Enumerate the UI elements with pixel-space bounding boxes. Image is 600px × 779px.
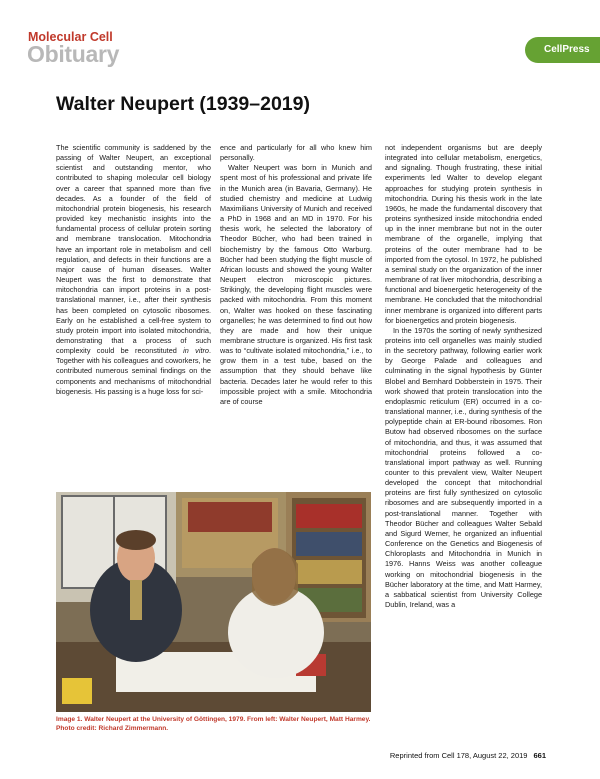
citation: Reprinted from Cell 178, August 22, 2019: [389, 751, 528, 760]
paragraph: not independent organisms but are deeply integrated into cellular metabolism, energetics, and signaling. Though frustrating, these initial experiments led Walter to develop elegant approaches for studying protein synthesis in mitochondria. During his thesis work in the late 1960s, he made the fundamental discovery that proteins synthesized inside mitochondria ended up in the inner membrane but not in the outer membrane of the organelle, implying that proteins of the outer membrane had to be imported from the cytosol. In 1972, he published a seminal study on the organization of the inner membrane of rat liver mitochondria, describing a functional and bioenergetic heterogeneity of the membrane. He concluded that the mitochondrial inner membrane is organized into different parts for bioenergetics and protein biogenesis.: [385, 143, 542, 325]
journal-name: Molecular Cell: [28, 30, 113, 44]
paragraph: The scientific community is saddened by the passing of Walter Neupert, an exceptional scientist and outstanding mentor, who contributed to shaping molecular cell biology over a career that spanned more than five decades. As a founder of the field of mitochondrial protein biogenesis, his research provided key mechanistic insights into the fundamental process of cellular protein sorting and membrane translocation. Mitochondria have an important role in metabolism and cell regulation, and defects in their functions are a major cause of human diseases. Walter Neupert was the first to demonstrate that mitochondria can import proteins in a post-translational manner, i.e., after their synthesis has been completed on cytosolic ribosomes. Early on he established a cell-free system to study protein import into isolated mitochondria, demonstrating that a process of such complexity could be reconstituted in vitro. Together with his colleagues and coworkers, he contributed numerous seminal findings on the components and mechanisms of mitochondrial biogenesis. His passing is a huge loss for sci-: [56, 143, 211, 396]
page-number: 661: [533, 751, 546, 760]
cellpress-logo: CellPress: [525, 37, 600, 63]
text-column-2: [220, 143, 372, 407]
paragraph: ence and particularly for all who knew him personally.: [220, 143, 372, 163]
emphasis: in vitro: [183, 346, 209, 356]
section-label: Obituary: [27, 41, 120, 67]
photo-caption: Image 1. Walter Neupert at the University of Göttingen, 1979. From left: Walter Neupert, Matt Harmey. Photo credit: Richard Zimmermann.: [56, 716, 371, 732]
text-column-1: [56, 143, 211, 397]
paragraph: Walter Neupert was born in Munich and spent most of his professional and private life in the Munich area (in Bavaria, Germany). He studied chemistry and medicine at Ludwig Maximilians University of Munich and received a PhD in 1968 and an MD in 1970. For his thesis work, he selected the laboratory of Theodor Bücher, who had been trained in biochemistry by the famous Otto Warburg. Bücher had been studying the flight muscle of African locusts and showed the young Walter Neupert electron microscopic pictures. Strikingly, the developing flight muscles were packed with mitochondria. From this moment on, Walter was hooked on these fascinating organelles; he was determined to find out how they are made and how their unique membrane structure is organized. His first task was to “cultivate isolated mitochondria,” i.e., to grow them in a test tube, based on the assumption that they should behave like bacteria. Decades later he would refer to this impossible project with a smile. Mitochondria are of course: [220, 163, 372, 406]
obituary-photo: [56, 492, 371, 712]
paragraph: In the 1970s the sorting of newly synthesized proteins into cell organelles was mainly studied in the secretory pathway, following earlier work by George Palade and colleagues and culminating in the signal hypothesis by Günter Blobel and Bernhard Dobberstein in 1975. Their work showed that protein translocation into the endoplasmic reticulum (ER) occurred in a co-translational manner, i.e., during synthesis of the polypeptide chain at ER-bound ribosomes. Ron Butow had observed ribosomes on the surface of mitochondria, and thus, it was assumed that mitochondrial proteins followed a co-translational import pathway as well. Running counter to this prevalent view, Walter Neupert developed the concept that mitochondrial proteins are first fully synthesized on cytosolic ribosomes and are subsequently imported in a post-translational manner. Together with Theodor Bücher and colleagues Walter Sebald and Sigurd Werner, he organized an influential Conference on the Genetics and Biogenesis of Chloroplasts and Mitochondria in Munich in 1976. Hanns Weiss was another colleague working on mitochondrial biogenesis in the Bücher laboratory at the time, and Matt Harmey, a sabbatical scientist from University College Dublin, Ireland, was a: [385, 325, 542, 610]
page-footer: [390, 751, 546, 760]
text-column-3: [385, 143, 542, 610]
photo-illustration: [56, 492, 371, 712]
article-title: Walter Neupert (1939–2019): [56, 93, 310, 115]
